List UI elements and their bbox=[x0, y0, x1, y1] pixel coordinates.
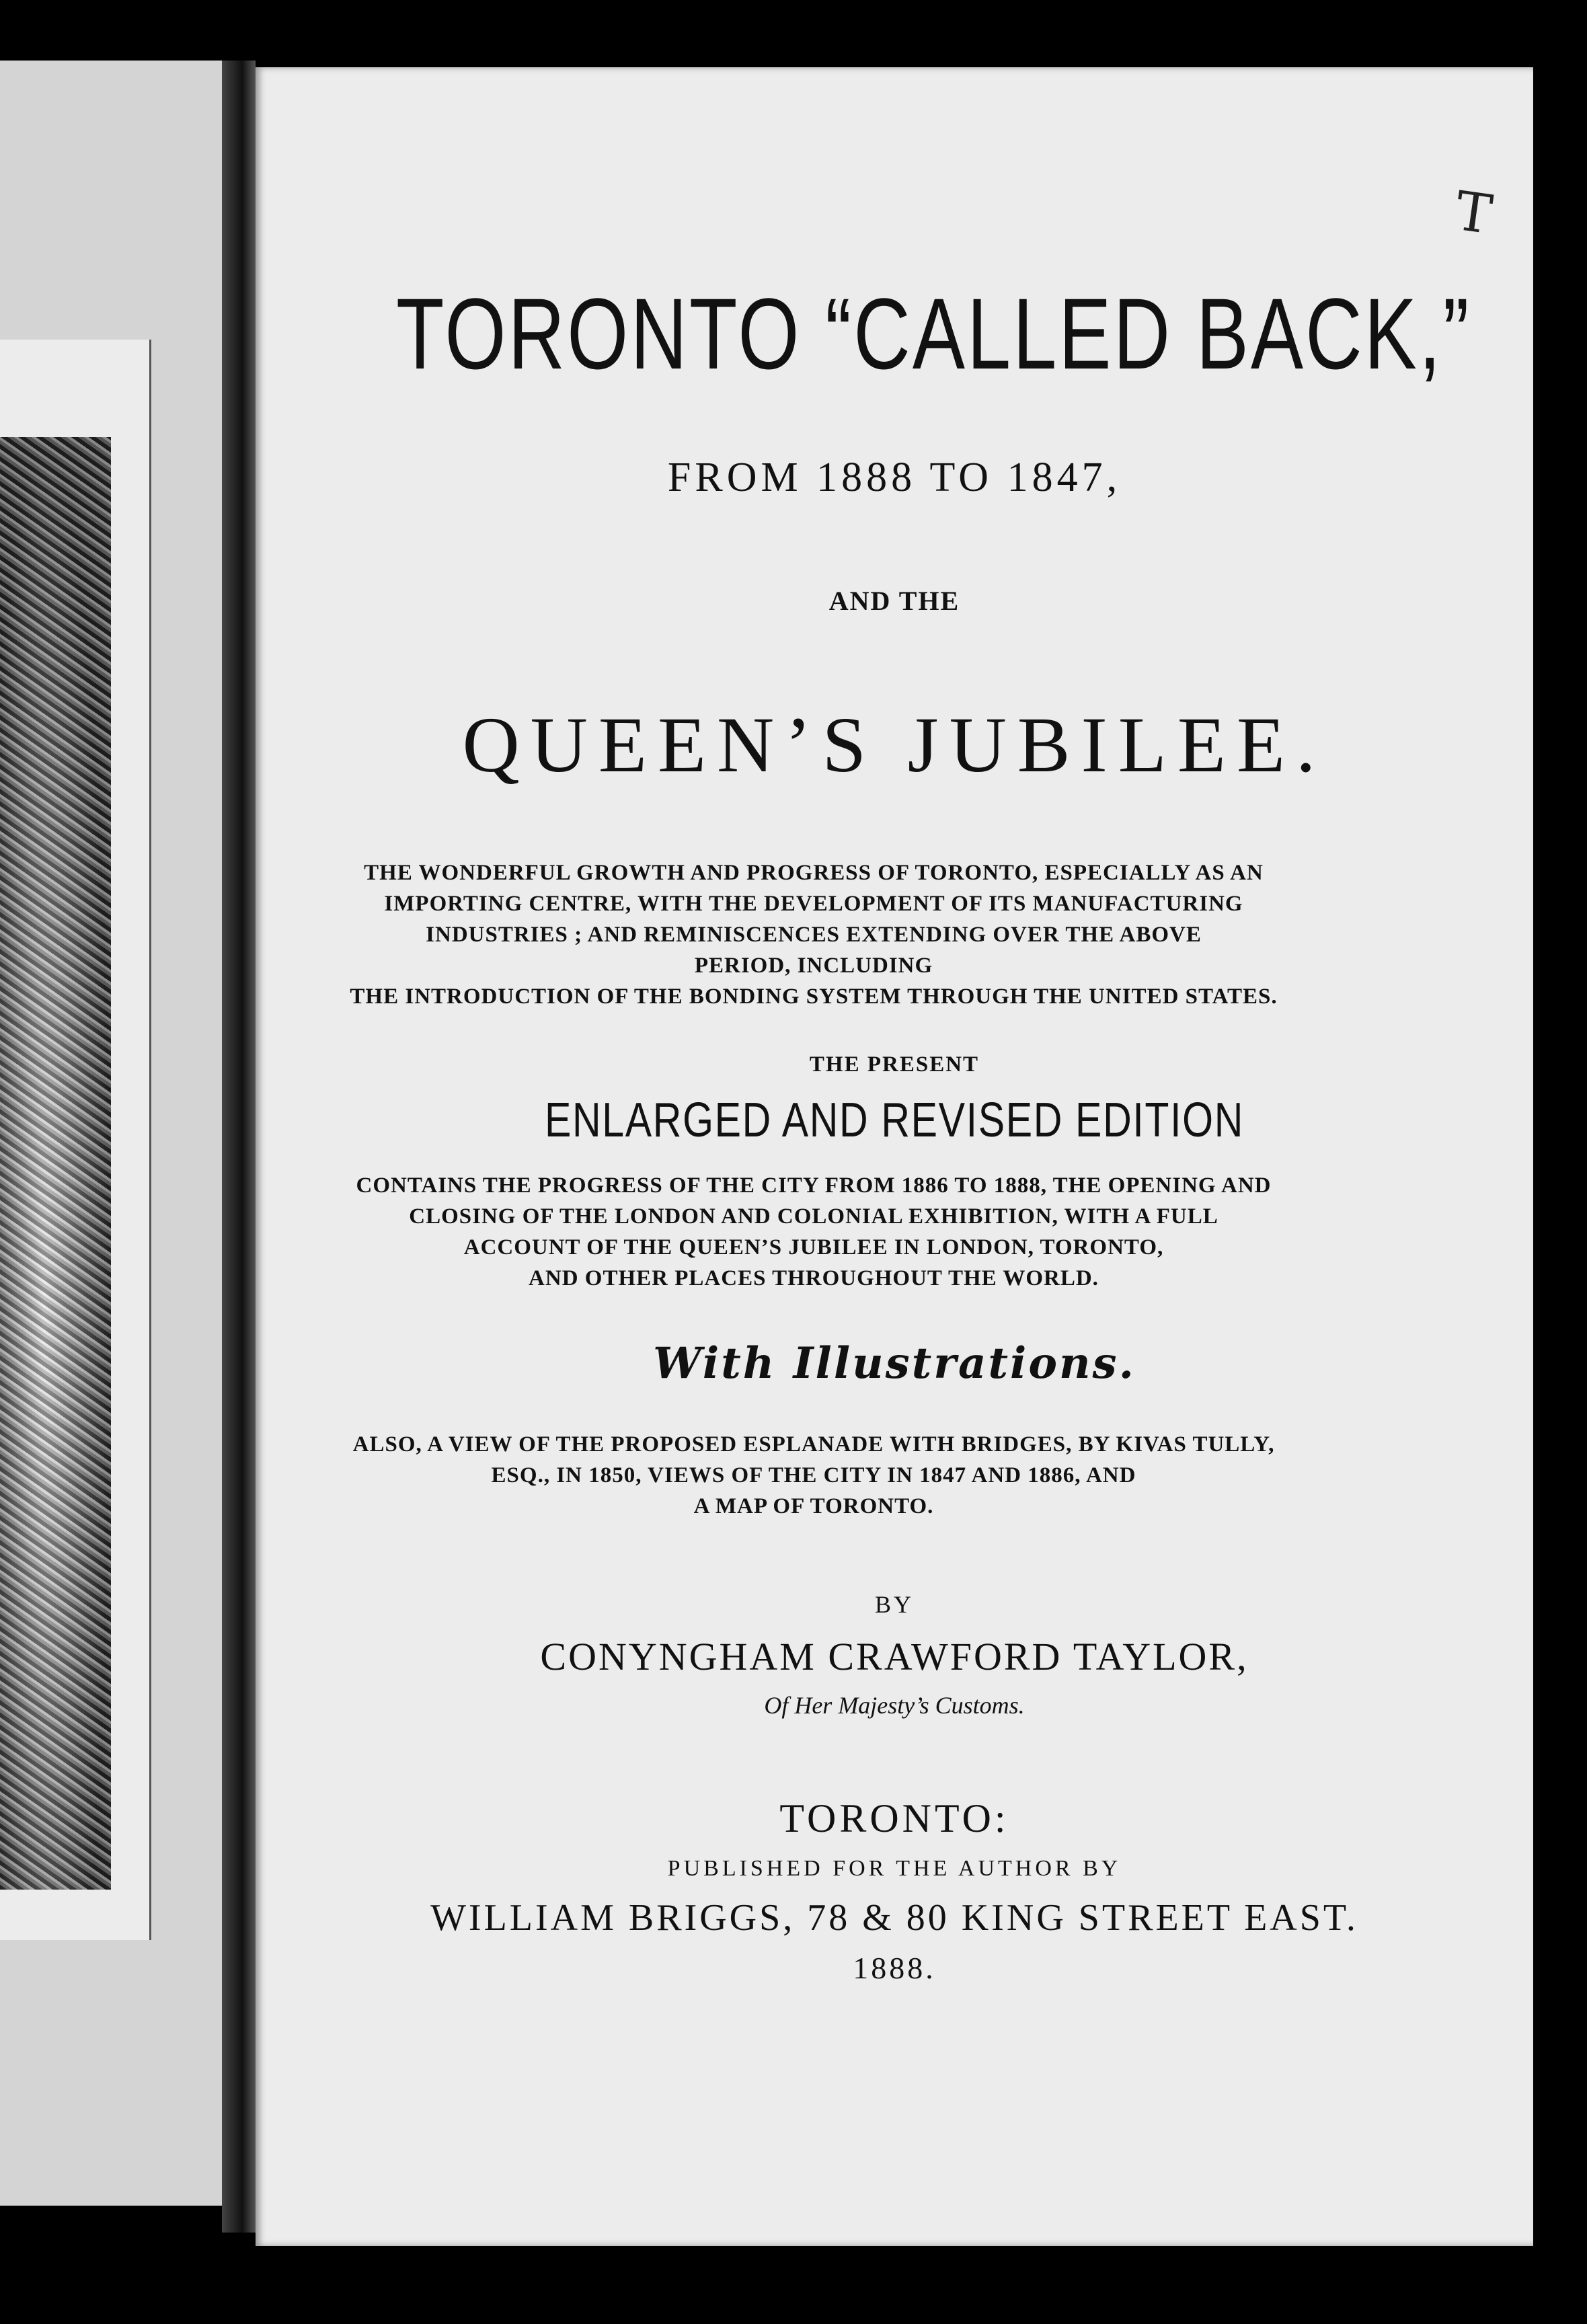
description-line: THE INTRODUCTION OF THE BONDING SYSTEM THROUGH THE UNITED STATES. bbox=[350, 984, 1278, 1009]
publication-year: 1888. bbox=[853, 1951, 936, 1985]
contents-line: AND OTHER PLACES THROUGHOUT THE WORLD. bbox=[529, 1266, 1099, 1290]
contents-line: CONTAINS THE PROGRESS OF THE CITY FROM 1886 TO 1888, THE OPENING AND bbox=[356, 1173, 1272, 1198]
date-range: FROM 1888 TO 1847, bbox=[667, 455, 1122, 500]
description-block bbox=[316, 857, 1311, 1012]
contents-line: ACCOUNT OF THE QUEEN’S JUBILEE IN LONDON, TORONTO, bbox=[463, 1235, 1164, 1260]
book-subtitle: QUEEN’S JUBILEE. bbox=[462, 701, 1327, 789]
contents-line: CLOSING OF THE LONDON AND COLONIAL EXHIBITION, WITH A FULL bbox=[409, 1204, 1218, 1229]
by-label: BY bbox=[874, 1591, 914, 1618]
author-name: CONYNGHAM CRAWFORD TAYLOR, bbox=[540, 1635, 1249, 1678]
also-line: ESQ., IN 1850, VIEWS OF THE CITY IN 1847 AND 1886, AND bbox=[491, 1463, 1136, 1487]
conjunction-line: AND THE bbox=[828, 586, 960, 616]
facing-page bbox=[0, 61, 222, 2206]
illustrations-heading: With Illustrations. bbox=[653, 1338, 1136, 1389]
description-line: INDUSTRIES ; AND REMINISCENCES EXTENDING OVER THE ABOVE bbox=[426, 923, 1202, 947]
published-for-line: PUBLISHED FOR THE AUTHOR BY bbox=[667, 1856, 1122, 1881]
publisher-line: WILLIAM BRIGGS, 78 & 80 KING STREET EAST. bbox=[430, 1897, 1358, 1939]
edition-heading: ENLARGED AND REVISED EDITION bbox=[545, 1093, 1244, 1147]
author-role: Of Her Majesty’s Customs. bbox=[764, 1692, 1025, 1719]
also-block bbox=[316, 1429, 1311, 1522]
book-gutter bbox=[222, 61, 256, 2233]
description-line: IMPORTING CENTRE, WITH THE DEVELOPMENT OF ITS MANUFACTURING bbox=[384, 892, 1243, 916]
also-line: ALSO, A VIEW OF THE PROPOSED ESPLANADE WITH BRIDGES, BY KIVAS TULLY, bbox=[352, 1432, 1275, 1457]
present-label: THE PRESENT bbox=[809, 1052, 980, 1077]
frontispiece-engraving bbox=[0, 437, 111, 1890]
imprint-city: TORONTO: bbox=[779, 1796, 1009, 1841]
description-line: THE WONDERFUL GROWTH AND PROGRESS OF TORONTO, ESPECIALLY AS AN bbox=[364, 861, 1264, 885]
also-line: A MAP OF TORONTO. bbox=[693, 1494, 934, 1518]
book-title: TORONTO “CALLED BACK,” bbox=[396, 277, 1471, 390]
description-line: PERIOD, INCLUDING bbox=[694, 954, 933, 978]
margin-mark: T bbox=[1451, 179, 1496, 247]
contents-block bbox=[316, 1170, 1311, 1294]
